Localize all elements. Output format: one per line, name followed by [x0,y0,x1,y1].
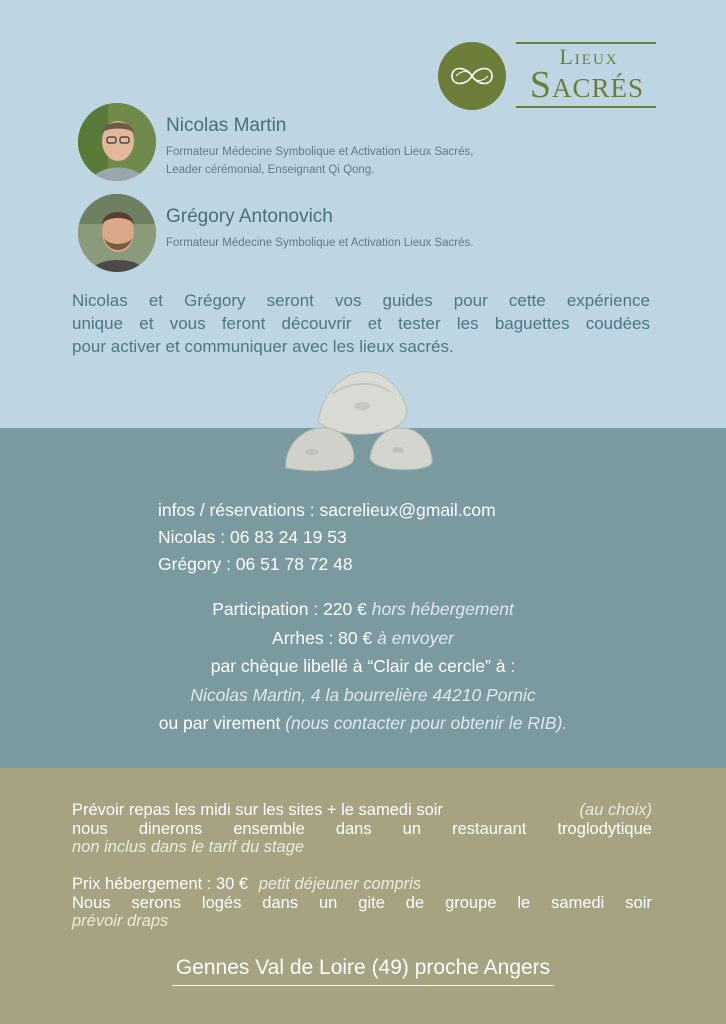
person-name: Grégory Antonovich [166,206,333,227]
lodging-price: Prix hébergement : 30 € [72,875,249,893]
role-line: Formateur Médecine Symbolique et Activation Lieux Sacrés, [166,146,474,158]
postal-address: Nicolas Martin, 4 la bourrelière 44210 Pornic [190,684,536,705]
word: ensemble [233,819,305,838]
word: nous [72,819,108,838]
role-line: Leader cérémonial, Enseignant Qi Qong. [166,164,375,176]
word: un [402,819,422,838]
phone-nicolas: Nicolas : 06 83 24 19 53 [158,527,347,547]
word: restaurant [452,819,527,838]
reservation-email[interactable]: infos / réservations : sacrelieux@gmail.com [158,500,496,520]
lieux-sacres-logo [438,40,660,112]
intro-line: pour activer et communiquer avec les lieux sacrés. [72,337,454,356]
word: Nous [72,893,111,912]
meals-line [72,801,652,820]
lodging-gite-line [72,894,652,913]
intro-line: unique et vous feront découvrir et tester les baguettes coudées [72,314,650,333]
participation-note: hors hébergement [371,599,514,619]
logo-text-sacres: Sacrés [529,64,645,106]
phone-gregory: Grégory : 06 51 78 72 48 [158,554,353,574]
lodging-sheets: prévoir draps [72,912,169,930]
payment-block [40,595,686,738]
virement-line [40,709,686,738]
lodging-info [72,875,652,931]
person-role [166,143,473,179]
word: samedi [551,893,605,912]
intro-paragraph [72,289,650,358]
cheque-line: par chèque libellé à “Clair de cercle” à : [210,656,516,676]
person-nicolas [78,103,678,183]
contact-block [158,497,658,578]
intro-line: Nicolas et Grégory seront vos guides pour cette expérience [72,291,650,310]
virement-label: ou par virement [158,713,281,733]
lodging-note: petit déjeuner compris [258,875,422,893]
location-banner [0,956,726,986]
meals-text: Prévoir repas les midi sur les sites + le samedi soir [72,801,443,819]
person-name: Nicolas Martin [166,115,287,136]
word: dinerons [138,819,203,838]
meals-restaurant-line [72,820,652,839]
arrhes-note: à envoyer [377,627,454,648]
participation-price: Participation : 220 € [212,599,367,619]
infinity-emblem-icon [438,42,506,110]
meals-note: (au choix) [579,801,652,819]
word: groupe [445,893,497,912]
location-text: Gennes Val de Loire (49) proche Angers [172,956,554,986]
lodging-price-line [72,875,652,894]
arrhes-line [40,624,686,653]
meals-not-included: non inclus dans le tarif du stage [72,838,305,856]
logo-text-lieux: Lieux [559,44,619,69]
word: soir [625,893,652,912]
word: de [405,893,425,912]
word: dans [335,819,372,838]
word: gite [358,893,385,912]
word: troglodytique [557,819,652,838]
word: logés [201,893,242,912]
word: serons [131,893,181,912]
participation-line [40,595,686,624]
avatar [78,194,156,272]
avatar [78,103,156,181]
meals-info [72,801,652,857]
stone-image [278,366,438,481]
word: un [318,893,338,912]
word: dans [262,893,299,912]
arrhes-price: Arrhes : 80 € [272,627,373,648]
person-role [166,234,473,252]
person-gregory [78,194,678,274]
role-line: Formateur Médecine Symbolique et Activation Lieux Sacrés. [166,237,474,249]
word: le [517,893,531,912]
virement-note: (nous contacter pour obtenir le RIB). [285,713,568,733]
